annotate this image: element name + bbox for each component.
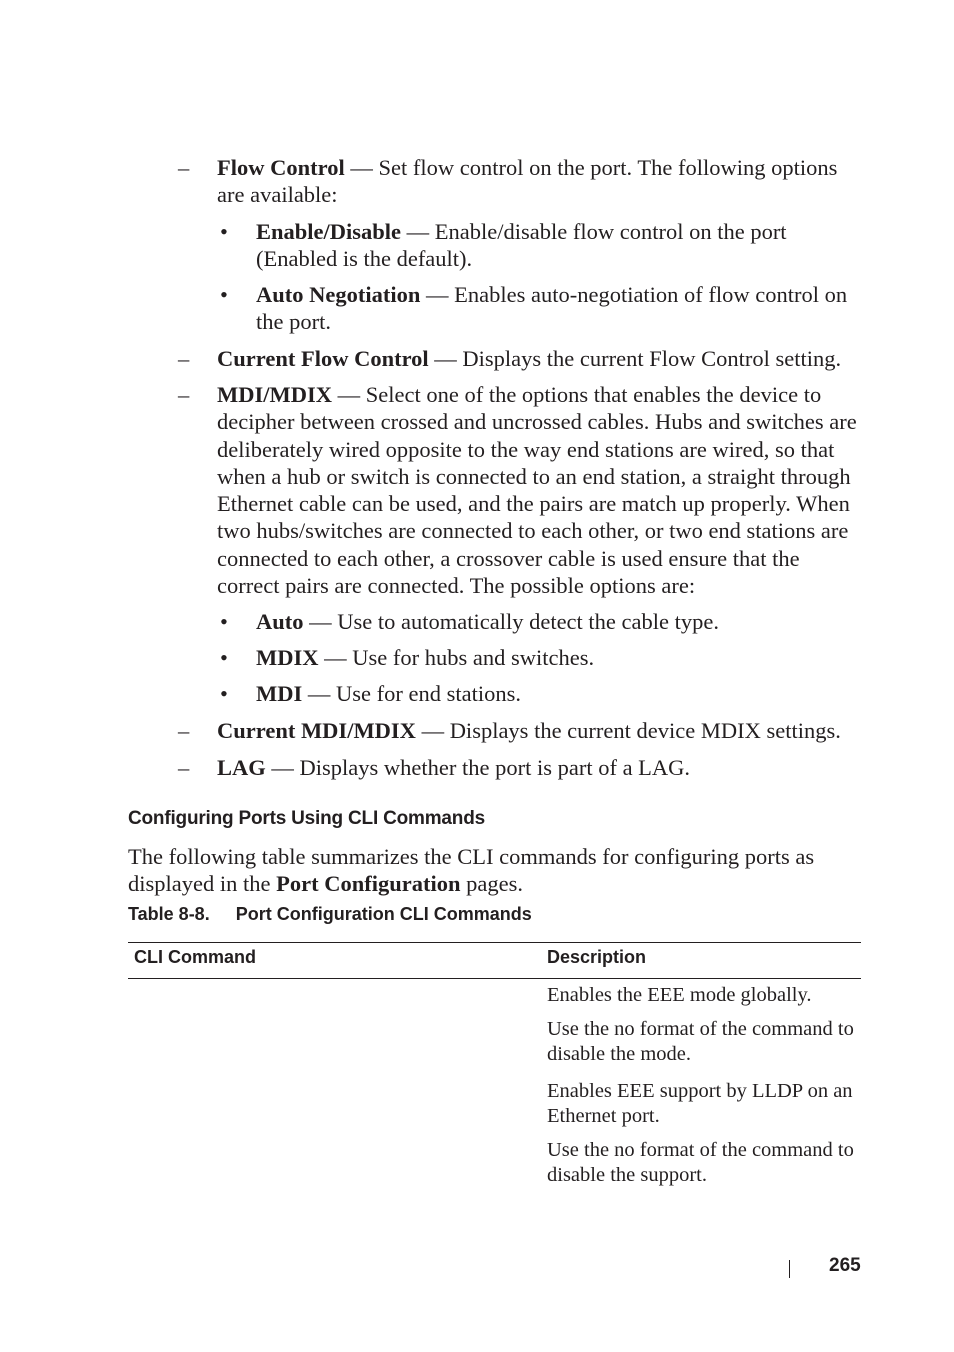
term: Current MDI/MDIX bbox=[217, 718, 416, 743]
item-current-mdi-mdix bbox=[217, 717, 862, 744]
table-header-cli-command: CLI Command bbox=[134, 947, 257, 967]
table-cell-description: Use the no format of the command to disable the support. bbox=[547, 1139, 854, 1186]
bullet-marker: • bbox=[220, 609, 228, 634]
intro-text: The following table summarizes the CLI commands for configuring ports as displayed in the bbox=[128, 844, 815, 897]
table-top-rule bbox=[128, 942, 861, 943]
definition: — Use for hubs and switches. bbox=[318, 645, 595, 670]
item-current-flow-control bbox=[217, 345, 862, 372]
definition: — Use to automatically detect the cable type. bbox=[303, 609, 719, 634]
table-caption-number: Table 8-8. bbox=[128, 904, 210, 924]
dash-marker: – bbox=[178, 155, 190, 180]
item-mdi bbox=[256, 680, 862, 707]
definition: — Displays the current device MDIX settings. bbox=[415, 718, 841, 743]
term: Enable/Disable bbox=[256, 219, 402, 244]
intro-paragraph bbox=[128, 843, 862, 898]
definition: — Displays the current Flow Control setting. bbox=[428, 346, 842, 371]
definition: — Set flow control on the port. The following options are available: bbox=[217, 155, 838, 208]
term: MDIX bbox=[256, 645, 319, 670]
bullet-marker: • bbox=[220, 219, 228, 244]
term: Auto bbox=[256, 609, 304, 634]
term: MDI bbox=[256, 681, 303, 706]
table-header-rule bbox=[128, 978, 861, 979]
definition: — Enables auto-negotiation of flow control on the port. bbox=[256, 282, 848, 335]
table-cell-description: Use the no format of the command to disable the mode. bbox=[547, 1018, 854, 1065]
term: Auto Negotiation bbox=[256, 282, 421, 307]
item-lag bbox=[217, 754, 862, 781]
dash-marker: – bbox=[178, 382, 190, 407]
item-auto bbox=[256, 608, 862, 635]
intro-text-end: pages. bbox=[460, 871, 523, 897]
bullet-marker: • bbox=[220, 645, 228, 670]
page-number: 265 bbox=[829, 1255, 861, 1276]
table-caption bbox=[128, 904, 532, 925]
definition: — Displays whether the port is part of a LAG. bbox=[265, 755, 691, 780]
dash-marker: – bbox=[178, 755, 190, 780]
term: MDI/MDIX bbox=[217, 382, 332, 407]
dash-marker: – bbox=[178, 718, 190, 743]
term: Flow Control bbox=[217, 155, 345, 180]
term: Current Flow Control bbox=[217, 346, 429, 371]
intro-bold: Port Configuration bbox=[276, 871, 461, 897]
table-caption-title: Port Configuration CLI Commands bbox=[235, 904, 532, 924]
table-cell-description: Enables EEE support by LLDP on an Ethernet port. bbox=[547, 1080, 853, 1127]
table-cell-description: Enables the EEE mode globally. bbox=[547, 984, 812, 1006]
bullet-marker: • bbox=[220, 681, 228, 706]
definition: — Select one of the options that enables the device to decipher between crossed and uncrossed cables. Hubs and switches are deliberately wired opposite to the way end stations are wired, so that when a hub or switch is connected to an end station, a straight through Ethernet cable can be used, and the pairs are match up properly. When two hubs/switches are connected to each other, or two end stations are connected to each other, a crossover cable is used ensure that the correct pairs are connected. The possible options are: bbox=[217, 382, 857, 599]
dash-marker: – bbox=[178, 346, 190, 371]
table-header-description: Description bbox=[547, 947, 647, 967]
footer-divider bbox=[789, 1260, 790, 1278]
item-mdi-mdix bbox=[217, 381, 862, 599]
item-auto-negotiation bbox=[256, 281, 862, 336]
definition: — Enable/disable flow control on the port (Enabled is the default). bbox=[256, 219, 787, 272]
item-mdix bbox=[256, 644, 862, 671]
bullet-marker: • bbox=[220, 282, 228, 307]
item-flow-control bbox=[217, 154, 862, 209]
term: LAG bbox=[217, 755, 266, 780]
item-enable-disable bbox=[256, 218, 862, 273]
section-heading: Configuring Ports Using CLI Commands bbox=[128, 808, 485, 829]
definition: — Use for end stations. bbox=[302, 681, 521, 706]
